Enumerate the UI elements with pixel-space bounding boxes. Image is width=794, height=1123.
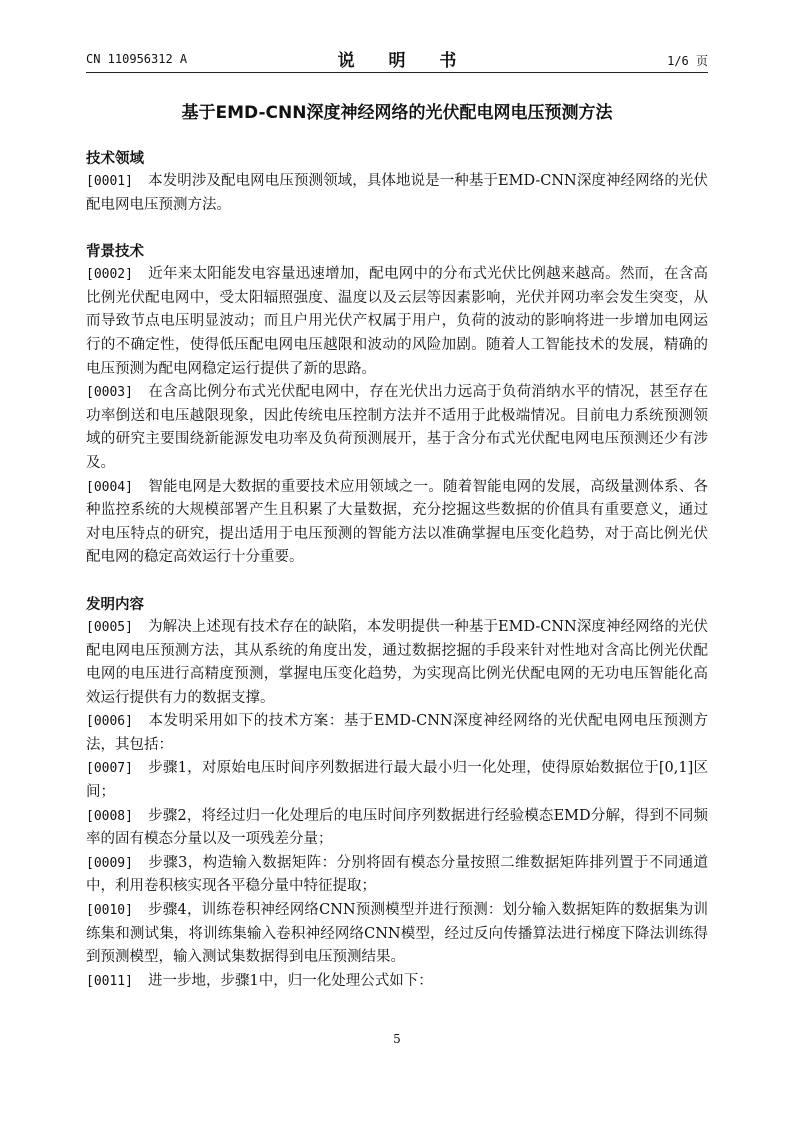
paragraph-text: 步骤4，训练卷积神经网络CNN预测模型并进行预测：划分输入数据矩阵的数据集为训练集和测试集，将训练集输入卷积神经网络CNN模型，经过反向传播算法进行梯度下降法训练得到预测模型，输入测试集数据得到电压预测结果。: [86, 902, 708, 966]
paragraph-text: 在含高比例分布式光伏配电网中，存在光伏出力远高于负荷消纳水平的情况，甚至存在功率倒送和电压越限现象，因此传统电压控制方法并不适用于此极端情况。目前电力系统预测领域的研究主要围绕新能源发电功率及负荷预测展开，基于含分布式光伏配电网电压预测还少有涉及。: [86, 384, 708, 471]
paragraph-text: 步骤2，将经过归一化处理后的电压时间序列数据进行经验模态EMD分解，得到不同频率的固有模态分量以及一项残差分量；: [86, 807, 708, 848]
section-heading: 技术领域: [86, 151, 144, 167]
paragraph-number: [0008]: [86, 808, 133, 824]
document-title: 基于EMD-CNN深度神经网络的光伏配电网电压预测方法: [181, 103, 613, 123]
paragraph: [86, 757, 708, 804]
paragraph-text: 步骤3，构造输入数据矩阵：分别将固有模态分量按照二维数据矩阵排列置于不同通道中，利用卷积核实现各平稳分量中特征提取；: [86, 854, 708, 895]
section-summary: [86, 594, 708, 994]
paragraph-number: [0007]: [86, 761, 133, 777]
page-indicator: 1/6 页: [667, 54, 708, 68]
paragraph: [86, 852, 708, 899]
publication-number: CN 110956312 A: [86, 52, 188, 66]
paragraph: [86, 476, 708, 570]
paragraph-text: 智能电网是大数据的重要技术应用领域之一。随着智能电网的发展，高级量测体系、各种监控系统的大规模部署产生且积累了大量数据，充分挖掘这些数据的价值具有重要意义，通过对电压特点的研究，提出适用于电压预测的智能方法以准确掌握电压变化趋势，对于高比例光伏配电网的稳定高效运行十分重要。: [86, 478, 708, 566]
paragraph: [86, 170, 708, 217]
paragraph-text: 本发明涉及配电网电压预测领域，具体地说是一种基于EMD-CNN深度神经网络的光伏配电网电压预测方法。: [86, 173, 708, 213]
section-heading: 发明内容: [86, 596, 144, 613]
paragraph-number: [0003]: [86, 385, 133, 401]
document-type: 说 明 书: [337, 51, 471, 71]
paragraph: [86, 970, 708, 994]
paragraph-number: [0005]: [86, 619, 133, 635]
page-header: [86, 46, 708, 72]
paragraph-number: [0006]: [86, 714, 133, 730]
paragraph: [86, 381, 708, 475]
paragraph-number: [0009]: [86, 855, 133, 871]
paragraph-text: 为解决上述现有技术存在的缺陷，本发明提供一种基于EMD-CNN深度神经网络的光伏配电网电压预测方法，其从系统的角度出发，通过数据挖掘的手段来针对性地对含高比例光伏配电网的电压进行高精度预测，掌握电压变化趋势，为实现高比例光伏配电网的无功电压智能化高效运行提供有力的数据支撑。: [86, 618, 708, 706]
paragraph-number: [0004]: [86, 479, 133, 495]
section-heading: 背景技术: [86, 244, 144, 261]
document-body: [86, 148, 708, 993]
paragraph-text: 近年来太阳能发电容量迅速增加，配电网中的分布式光伏比例越来越高。然而，在含高比例光伏配电网中，受太阳辐照强度、温度以及云层等因素影响，光伏并网功率会发生突变，从而导致节点电压明显波动；而且户用光伏产权属于用户，负荷的波动的影响将进一步增加电网运行的不确定性，使得低压配电网电压越限和波动的风险加剧。随着人工智能技术的发展，精确的电压预测为配电网稳定运行提供了新的思路。: [86, 266, 708, 377]
section-technical-field: [86, 148, 708, 217]
paragraph-number: [0002]: [86, 267, 133, 283]
paragraph: [86, 710, 708, 757]
paragraph-number: [0001]: [86, 174, 133, 189]
paragraph-number: [0010]: [86, 903, 133, 919]
paragraph: [86, 899, 708, 970]
paragraph-text: 进一步地，步骤1中，归一化处理公式如下：: [148, 972, 433, 989]
paragraph: [86, 805, 708, 852]
paragraph: [86, 616, 708, 710]
paragraph-text: 本发明采用如下的技术方案：基于EMD-CNN深度神经网络的光伏配电网电压预测方法，其包括：: [86, 713, 708, 753]
paragraph-number: [0011]: [86, 973, 133, 989]
header-rule: [86, 72, 708, 73]
paragraph-text: 步骤1，对原始电压时间序列数据进行最大最小归一化处理，使得原始数据位于[0,1]区间；: [86, 760, 708, 801]
page-number: 5: [393, 1032, 401, 1046]
paragraph: [86, 263, 708, 381]
section-background: [86, 241, 708, 570]
